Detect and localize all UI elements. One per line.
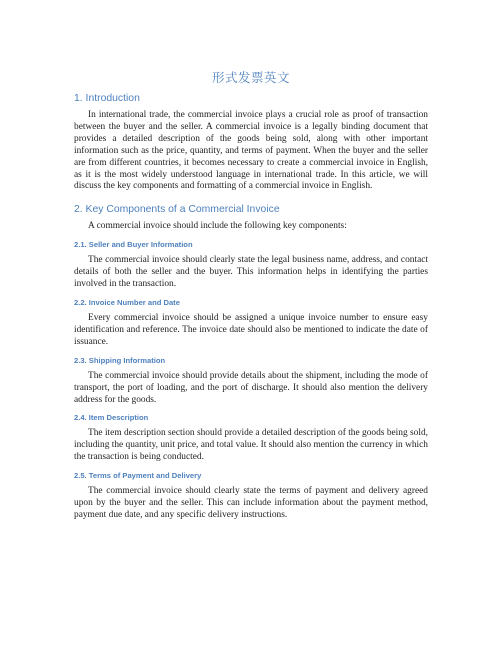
document-title: 形式发票英文 (211, 70, 290, 85)
subsection-text-invoice-number: Every commercial invoice should be assigned a unique invoice number to ensure easy identification and reference. The invoice date should also be mentioned to indicate the date of issuance. (74, 312, 428, 347)
subsection-text-seller-buyer: The commercial invoice should clearly state the legal business name, address, and contact details of both the seller and the buyer. This information helps in identifying the parties involved in the transaction. (74, 255, 428, 290)
subsection-heading-invoice-number: 2.2. Invoice Number and Date (74, 297, 180, 307)
subsection-heading-shipping: 2.3. Shipping Information (74, 355, 166, 365)
introduction-paragraph: In international trade, the commercial invoice plays a crucial role as proof of transaction between the buyer and the seller. A commercial invoice is a legally binding document that provides a detailed description of the goods being sold, along with other important information such as the price, quantity, and terms of payment. When the buyer and the seller are from different countries, it becomes necessary to create a commercial invoice in English, as it is the most widely understood language in international trade. In this article, we will discuss the key components and formatting of a commercial invoice in English. (74, 110, 428, 192)
section-heading-key-components: 2. Key Components of a Commercial Invoice (74, 204, 280, 216)
subsection-heading-item-description: 2.4. Item Description (74, 413, 149, 423)
subsection-heading-seller-buyer: 2.1. Seller and Buyer Information (74, 240, 193, 250)
subsection-text-terms: The commercial invoice should clearly state the terms of payment and delivery agreed upon by the buyer and the seller. This can include information about the payment method, payment due date, and any specific delivery instructions. (74, 486, 428, 520)
key-components-intro: A commercial invoice should include the following key components: (88, 221, 347, 232)
subsection-heading-terms: 2.5. Terms of Payment and Delivery (74, 471, 202, 481)
document-body (74, 93, 428, 529)
subsection-text-item-description: The item description section should provide a detailed description of the goods being sold, including the quantity, unit price, and total value. It should also mention the currency in which the transaction is being conducted. (74, 428, 428, 463)
section-heading-introduction: 1. Introduction (74, 93, 140, 104)
subsection-text-shipping: The commercial invoice should provide details about the shipment, including the mode of transport, the port of loading, and the port of discharge. It should also mention the delivery address for the goods. (74, 370, 428, 405)
